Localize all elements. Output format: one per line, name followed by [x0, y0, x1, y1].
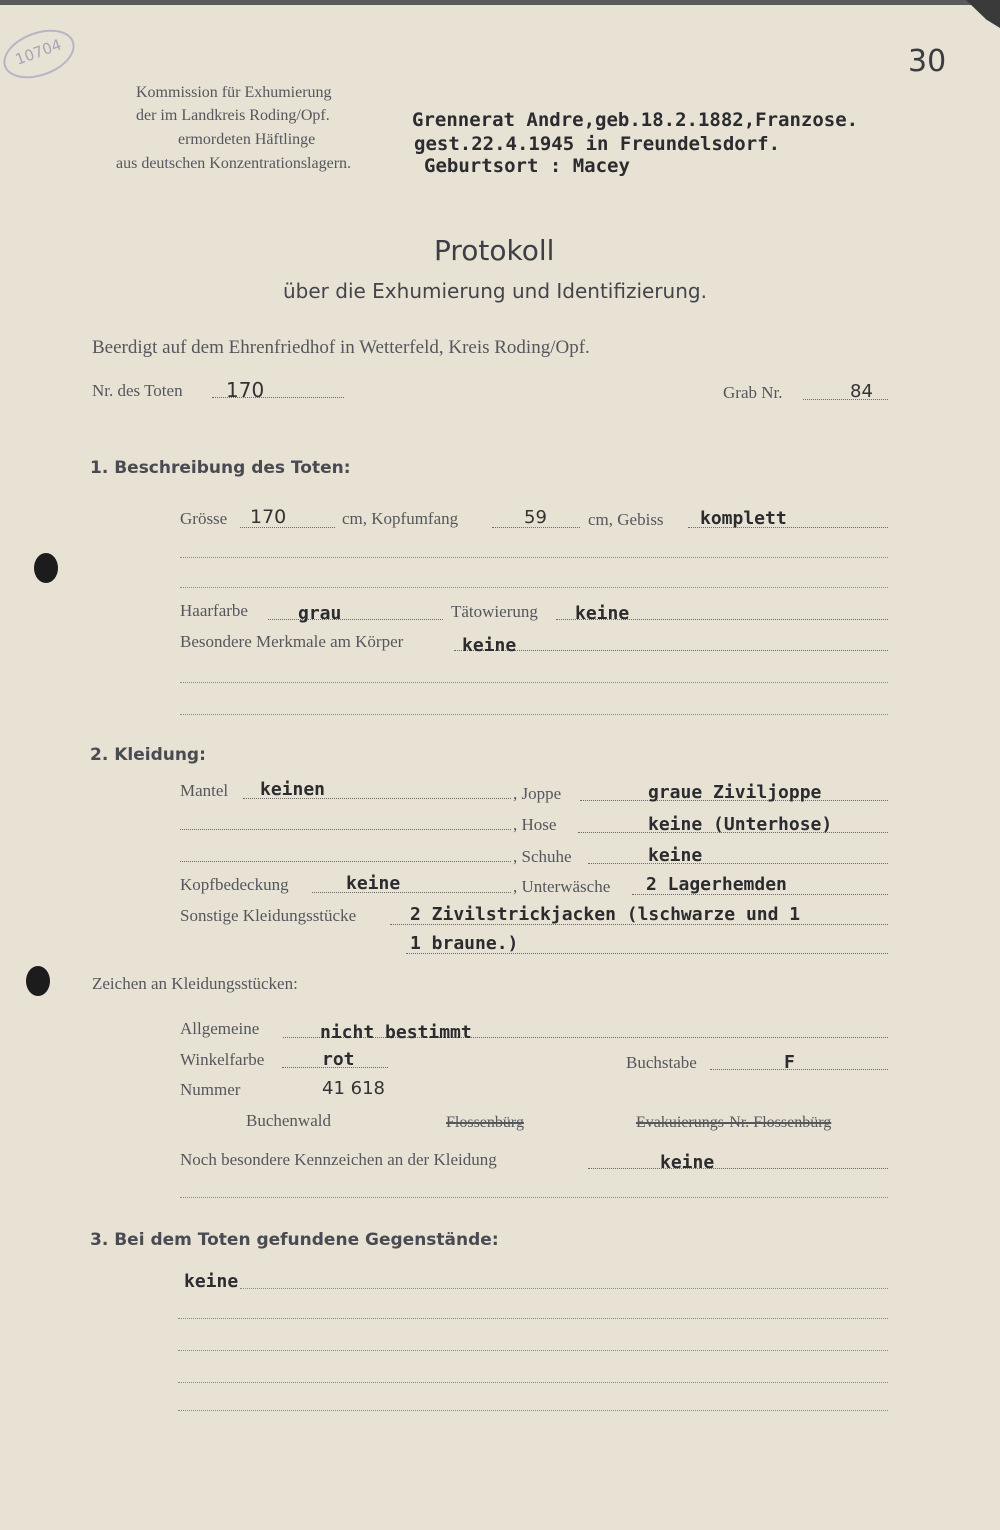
hose-value: keine (Unterhose): [648, 814, 833, 835]
section-2-heading: 2. Kleidung:: [90, 745, 206, 765]
unterwaesche-value: 2 Lagerhemden: [646, 874, 787, 895]
evakuierung-label: Evakuierungs-Nr. Flossenbürg: [636, 1114, 832, 1131]
kennzeichen-label: Noch besondere Kennzeichen an der Kleidung: [180, 1150, 497, 1169]
haarfarbe-value: grau: [298, 603, 342, 624]
scan-top-edge: [0, 0, 1000, 5]
mantel-label: Mantel: [180, 781, 229, 800]
merkmale-value: keine: [462, 635, 517, 656]
kopfbedeckung-label: Kopfbedeckung: [180, 875, 289, 894]
typed-birthplace-line: Geburtsort : Macey: [424, 155, 630, 177]
unterwaesche-label: , Unterwäsche: [513, 877, 611, 896]
commission-line-3: ermordeten Häftlinge: [178, 131, 316, 148]
buchstabe-label: Buchstabe: [626, 1053, 697, 1072]
taetowierung-label: Tätowierung: [451, 602, 538, 621]
section-3-heading: 3. Bei dem Toten gefundene Gegenstände:: [90, 1230, 499, 1250]
sonstige-value-2: 1 braune.): [410, 933, 519, 954]
sonstige-value-1: 2 Zivilstrickjacken (lschwarze und 1: [410, 904, 801, 925]
gebiss-label: cm, Gebiss: [588, 510, 664, 529]
typed-name-line: Grennerat Andre,geb.18.2.1882,Franzose.: [412, 109, 859, 131]
gegenstaende-value: keine: [184, 1271, 239, 1292]
flossenburg-label: Flossenbürg: [446, 1114, 524, 1131]
scan-corner: [966, 0, 1000, 28]
taetowierung-value: keine: [575, 603, 630, 624]
schuhe-label: , Schuhe: [513, 847, 572, 866]
nr-label: Nr. des Toten: [92, 381, 183, 400]
groesse-value: 170: [250, 506, 287, 528]
kennzeichen-value: keine: [660, 1152, 715, 1173]
punch-hole-top: [34, 553, 58, 583]
hose-label: , Hose: [513, 815, 557, 834]
groesse-label: Grösse: [180, 509, 228, 528]
winkelfarbe-label: Winkelfarbe: [180, 1050, 265, 1069]
allgemeine-label: Allgemeine: [180, 1019, 260, 1038]
merkmale-label: Besondere Merkmale am Körper: [180, 632, 404, 651]
haarfarbe-label: Haarfarbe: [180, 601, 248, 620]
kopfbedeckung-value: keine: [346, 873, 401, 894]
zeichen-heading: Zeichen an Kleidungsstücken:: [92, 974, 298, 993]
typed-death-line: gest.22.4.1945 in Freundelsdorf.: [414, 133, 781, 155]
kopfumfang-value: 59: [524, 507, 547, 528]
grab-value: 84: [850, 381, 873, 402]
section-1-heading: 1. Beschreibung des Toten:: [90, 458, 351, 478]
allgemeine-value: nicht bestimmt: [320, 1022, 472, 1043]
commission-line-2: der im Landkreis Roding/Opf.: [136, 107, 330, 124]
commission-line-4: aus deutschen Konzentrationslagern.: [116, 155, 352, 172]
buchenwald-label: Buchenwald: [246, 1111, 331, 1130]
punch-hole-bottom: [26, 966, 50, 996]
winkelfarbe-value: rot: [322, 1049, 355, 1070]
grab-label: Grab Nr.: [723, 383, 783, 402]
schuhe-value: keine: [648, 845, 703, 866]
page-number: 30: [908, 44, 947, 79]
joppe-value: graue Ziviljoppe: [648, 782, 822, 803]
sonstige-label: Sonstige Kleidungsstücke: [180, 906, 357, 925]
nummer-value: 41 618: [322, 1078, 385, 1099]
mantel-value: keinen: [260, 779, 326, 800]
nummer-label: Nummer: [180, 1080, 241, 1099]
archive-stamp: 10704: [0, 21, 81, 88]
buchstabe-value: F: [784, 1052, 795, 1073]
joppe-label: , Joppe: [513, 784, 562, 803]
commission-line-1: Kommission für Exhumierung: [136, 84, 332, 101]
kopfumfang-label: cm, Kopfumfang: [342, 509, 459, 528]
page-title: Protokoll: [434, 234, 555, 267]
nr-value: 170: [226, 378, 265, 402]
gebiss-value: komplett: [700, 508, 787, 529]
page-subtitle: über die Exhumierung und Identifizierung.: [283, 279, 707, 303]
burial-line: Beerdigt auf dem Ehrenfriedhof in Wetterfeld, Kreis Roding/Opf.: [92, 337, 590, 358]
